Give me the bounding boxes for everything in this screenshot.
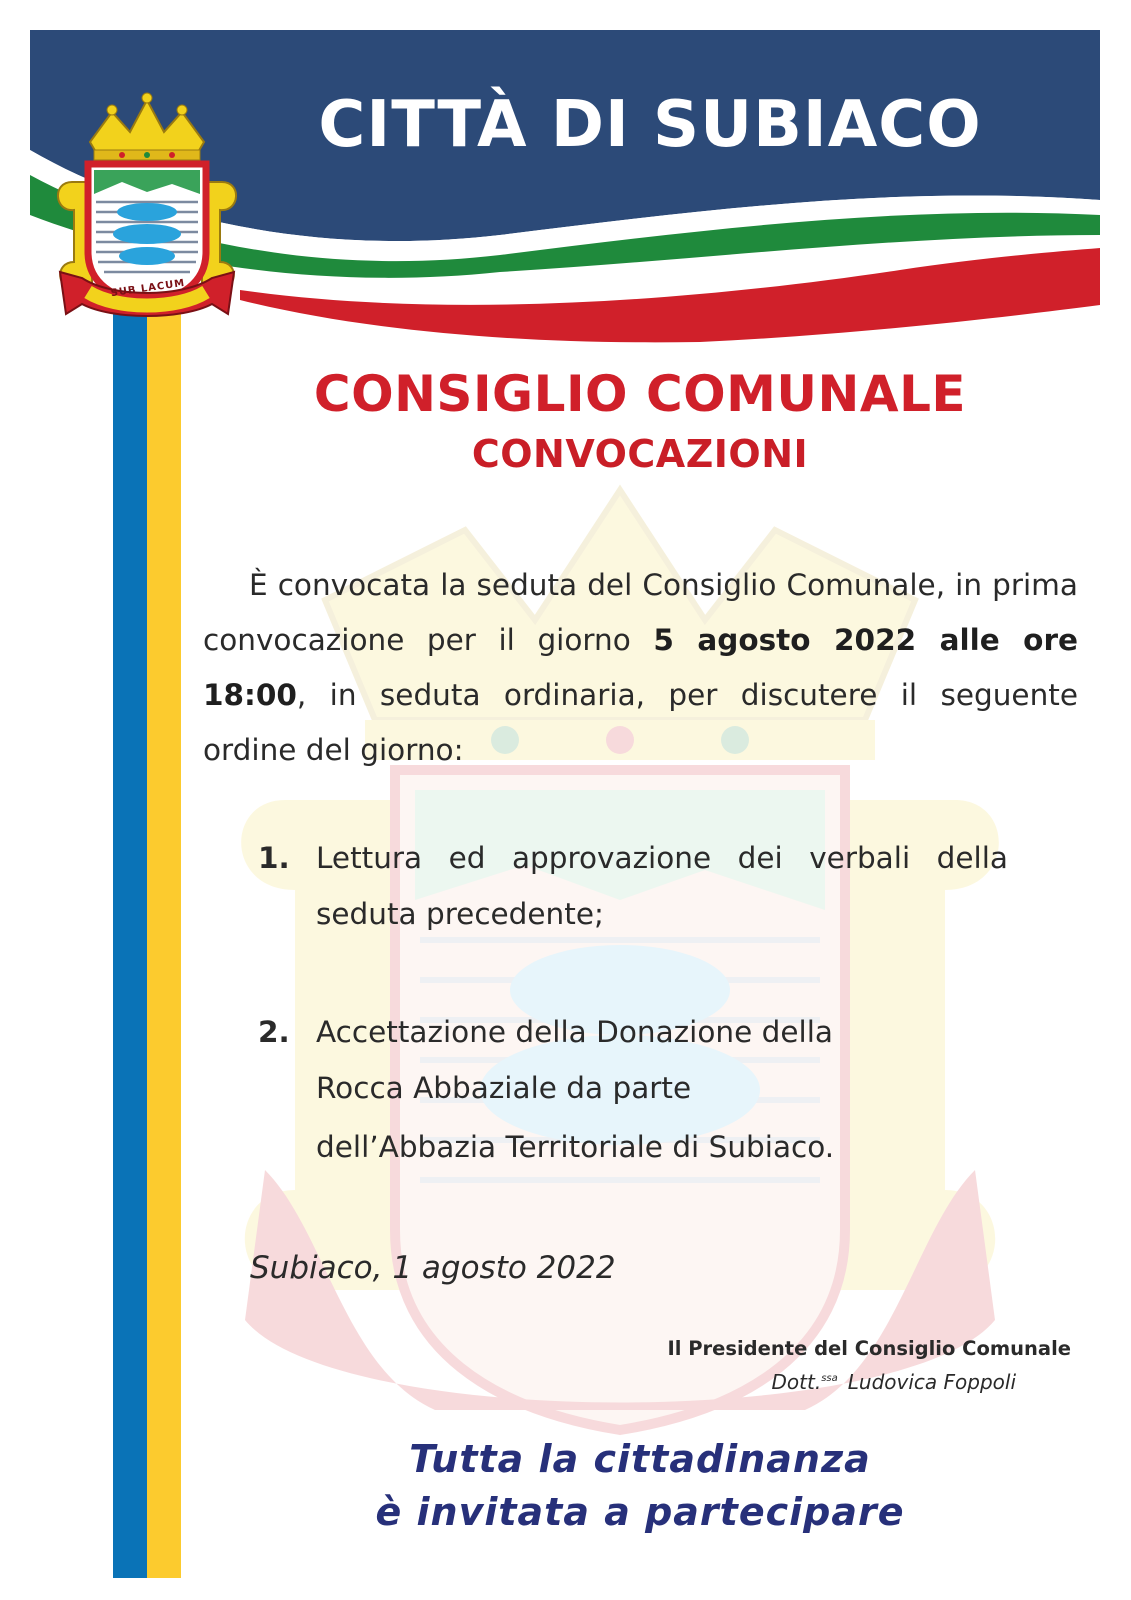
signer-name-line xyxy=(772,1370,1016,1394)
agenda-number: 2. xyxy=(258,1015,290,1049)
invitation-line-1: Tutta la cittadinanza xyxy=(409,1437,871,1481)
yellow-stripe xyxy=(147,300,181,1578)
convocation-paragraph xyxy=(203,558,1078,778)
signer-role: Il Presidente del Consiglio Comunale xyxy=(667,1337,1071,1360)
signer-name: Ludovica Foppoli xyxy=(847,1370,1016,1394)
agenda-item xyxy=(258,830,1038,950)
agenda-number: 1. xyxy=(258,841,290,875)
meeting-datetime: 5 agosto 2022 alle ore 18:00 xyxy=(203,623,1078,712)
meeting-heading: CONSIGLIO COMUNALE xyxy=(313,365,967,423)
signer-title: Dott. xyxy=(771,1370,822,1394)
city-title: CITTÀ DI SUBIACO xyxy=(318,88,982,162)
intro-text-1: È convocata la seduta del Consiglio Comunale, in prima convocazione per il giorno xyxy=(203,568,1078,657)
blue-stripe xyxy=(113,300,147,1578)
crest-motto: SUB LACUM xyxy=(110,277,186,300)
invitation-line-2: è invitata a partecipare xyxy=(375,1490,905,1534)
agenda-text xyxy=(316,1004,1036,1175)
agenda-text-line: Accettazione della Donazione della xyxy=(316,1015,833,1049)
agenda-text-line: dell’Abbazia Territoriale di Subiaco. xyxy=(316,1130,835,1164)
agenda-text-line: Rocca Abbaziale da parte xyxy=(316,1071,692,1105)
meeting-subheading: CONVOCAZIONI xyxy=(471,432,809,476)
agenda-item xyxy=(258,1004,1038,1184)
agenda-text: Lettura ed approvazione dei verbali della seduta precedente; xyxy=(316,841,1008,931)
intro-text-2: , in seduta ordinaria, per discutere il seguente ordine del giorno: xyxy=(203,678,1078,767)
place-and-date: Subiaco, 1 agosto 2022 xyxy=(250,1250,616,1286)
signer-title-suffix: ssa xyxy=(821,1373,838,1385)
